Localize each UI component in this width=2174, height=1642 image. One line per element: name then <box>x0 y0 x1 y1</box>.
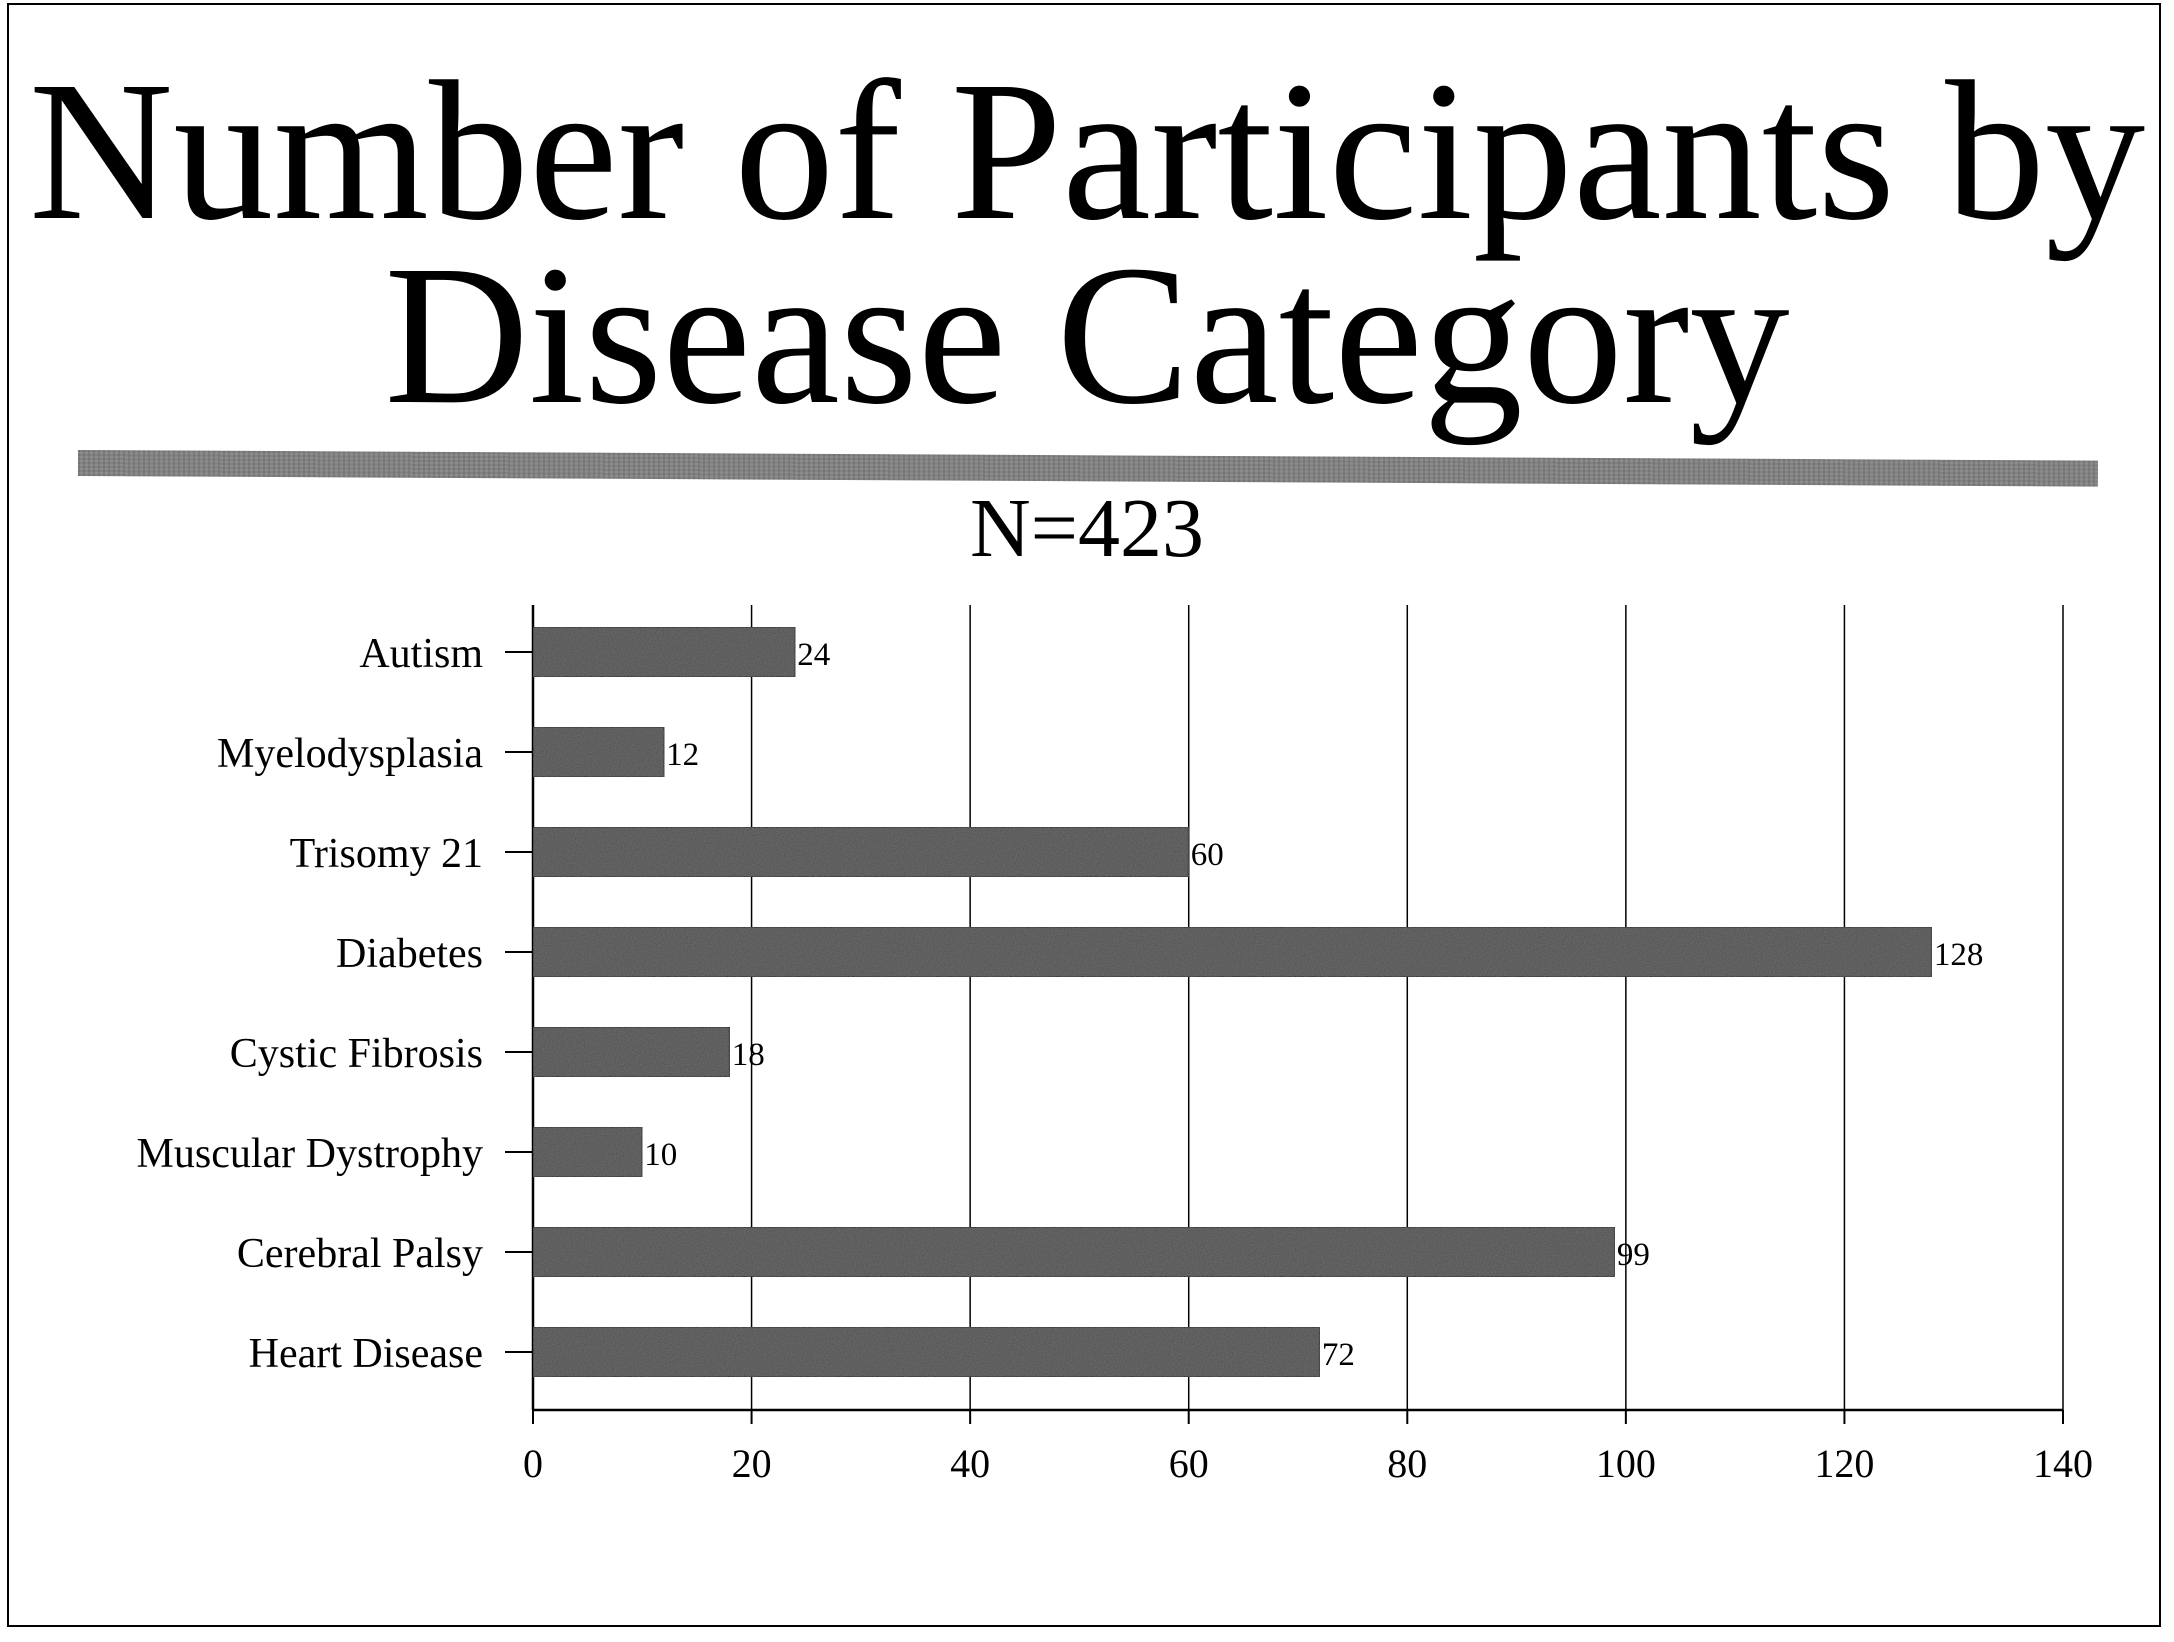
category-label-cerebral-palsy: Cerebral Palsy <box>236 1231 483 1277</box>
bar-diabetes <box>533 927 1932 977</box>
x-tick-label-40: 40 <box>950 1441 991 1486</box>
bar-myelodysplasia <box>533 727 664 777</box>
x-tick-label-80: 80 <box>1387 1441 1428 1486</box>
value-label-autism: 24 <box>797 637 831 673</box>
category-label-myelodysplasia: Myelodysplasia <box>217 731 483 777</box>
value-label-muscular-dystrophy: 10 <box>644 1137 678 1173</box>
category-label-diabetes: Diabetes <box>336 931 483 977</box>
gridlines <box>752 605 2063 1410</box>
category-label-autism: Autism <box>359 631 483 677</box>
x-tick-label-0: 0 <box>523 1441 543 1486</box>
bar-cystic-fibrosis <box>533 1027 730 1077</box>
x-tick-label-20: 20 <box>731 1441 772 1486</box>
category-label-trisomy-21: Trisomy 21 <box>289 831 483 877</box>
value-label-cerebral-palsy: 99 <box>1616 1237 1650 1273</box>
x-tick-label-100: 100 <box>1595 1441 1656 1486</box>
bar-cerebral-palsy <box>533 1227 1615 1277</box>
category-label-heart-disease: Heart Disease <box>248 1331 483 1377</box>
x-tick-label-60: 60 <box>1168 1441 1209 1486</box>
category-label-muscular-dystrophy: Muscular Dystrophy <box>136 1131 483 1177</box>
bar-muscular-dystrophy <box>533 1127 642 1177</box>
x-tick-labels <box>523 1441 2093 1486</box>
category-label-cystic-fibrosis: Cystic Fibrosis <box>229 1031 483 1077</box>
chart-subtitle: N=423 <box>969 482 1205 575</box>
bar-autism <box>533 627 795 677</box>
chart-title-line-1: Number of Participants by <box>28 41 2146 262</box>
value-label-trisomy-21: 60 <box>1190 837 1224 873</box>
bar-heart-disease <box>533 1327 1320 1377</box>
value-label-heart-disease: 72 <box>1321 1337 1355 1373</box>
bar-trisomy-21 <box>533 827 1189 877</box>
value-label-myelodysplasia: 12 <box>666 737 700 773</box>
value-label-diabetes: 128 <box>1933 937 1984 973</box>
x-tick-label-120: 120 <box>1814 1441 1875 1486</box>
axes <box>505 605 2063 1424</box>
chart-title-line-2: Disease Category <box>384 225 1790 446</box>
x-tick-label-140: 140 <box>2033 1441 2093 1486</box>
value-label-cystic-fibrosis: 18 <box>731 1037 765 1073</box>
category-labels <box>137 631 484 1377</box>
bars <box>533 627 1932 1377</box>
